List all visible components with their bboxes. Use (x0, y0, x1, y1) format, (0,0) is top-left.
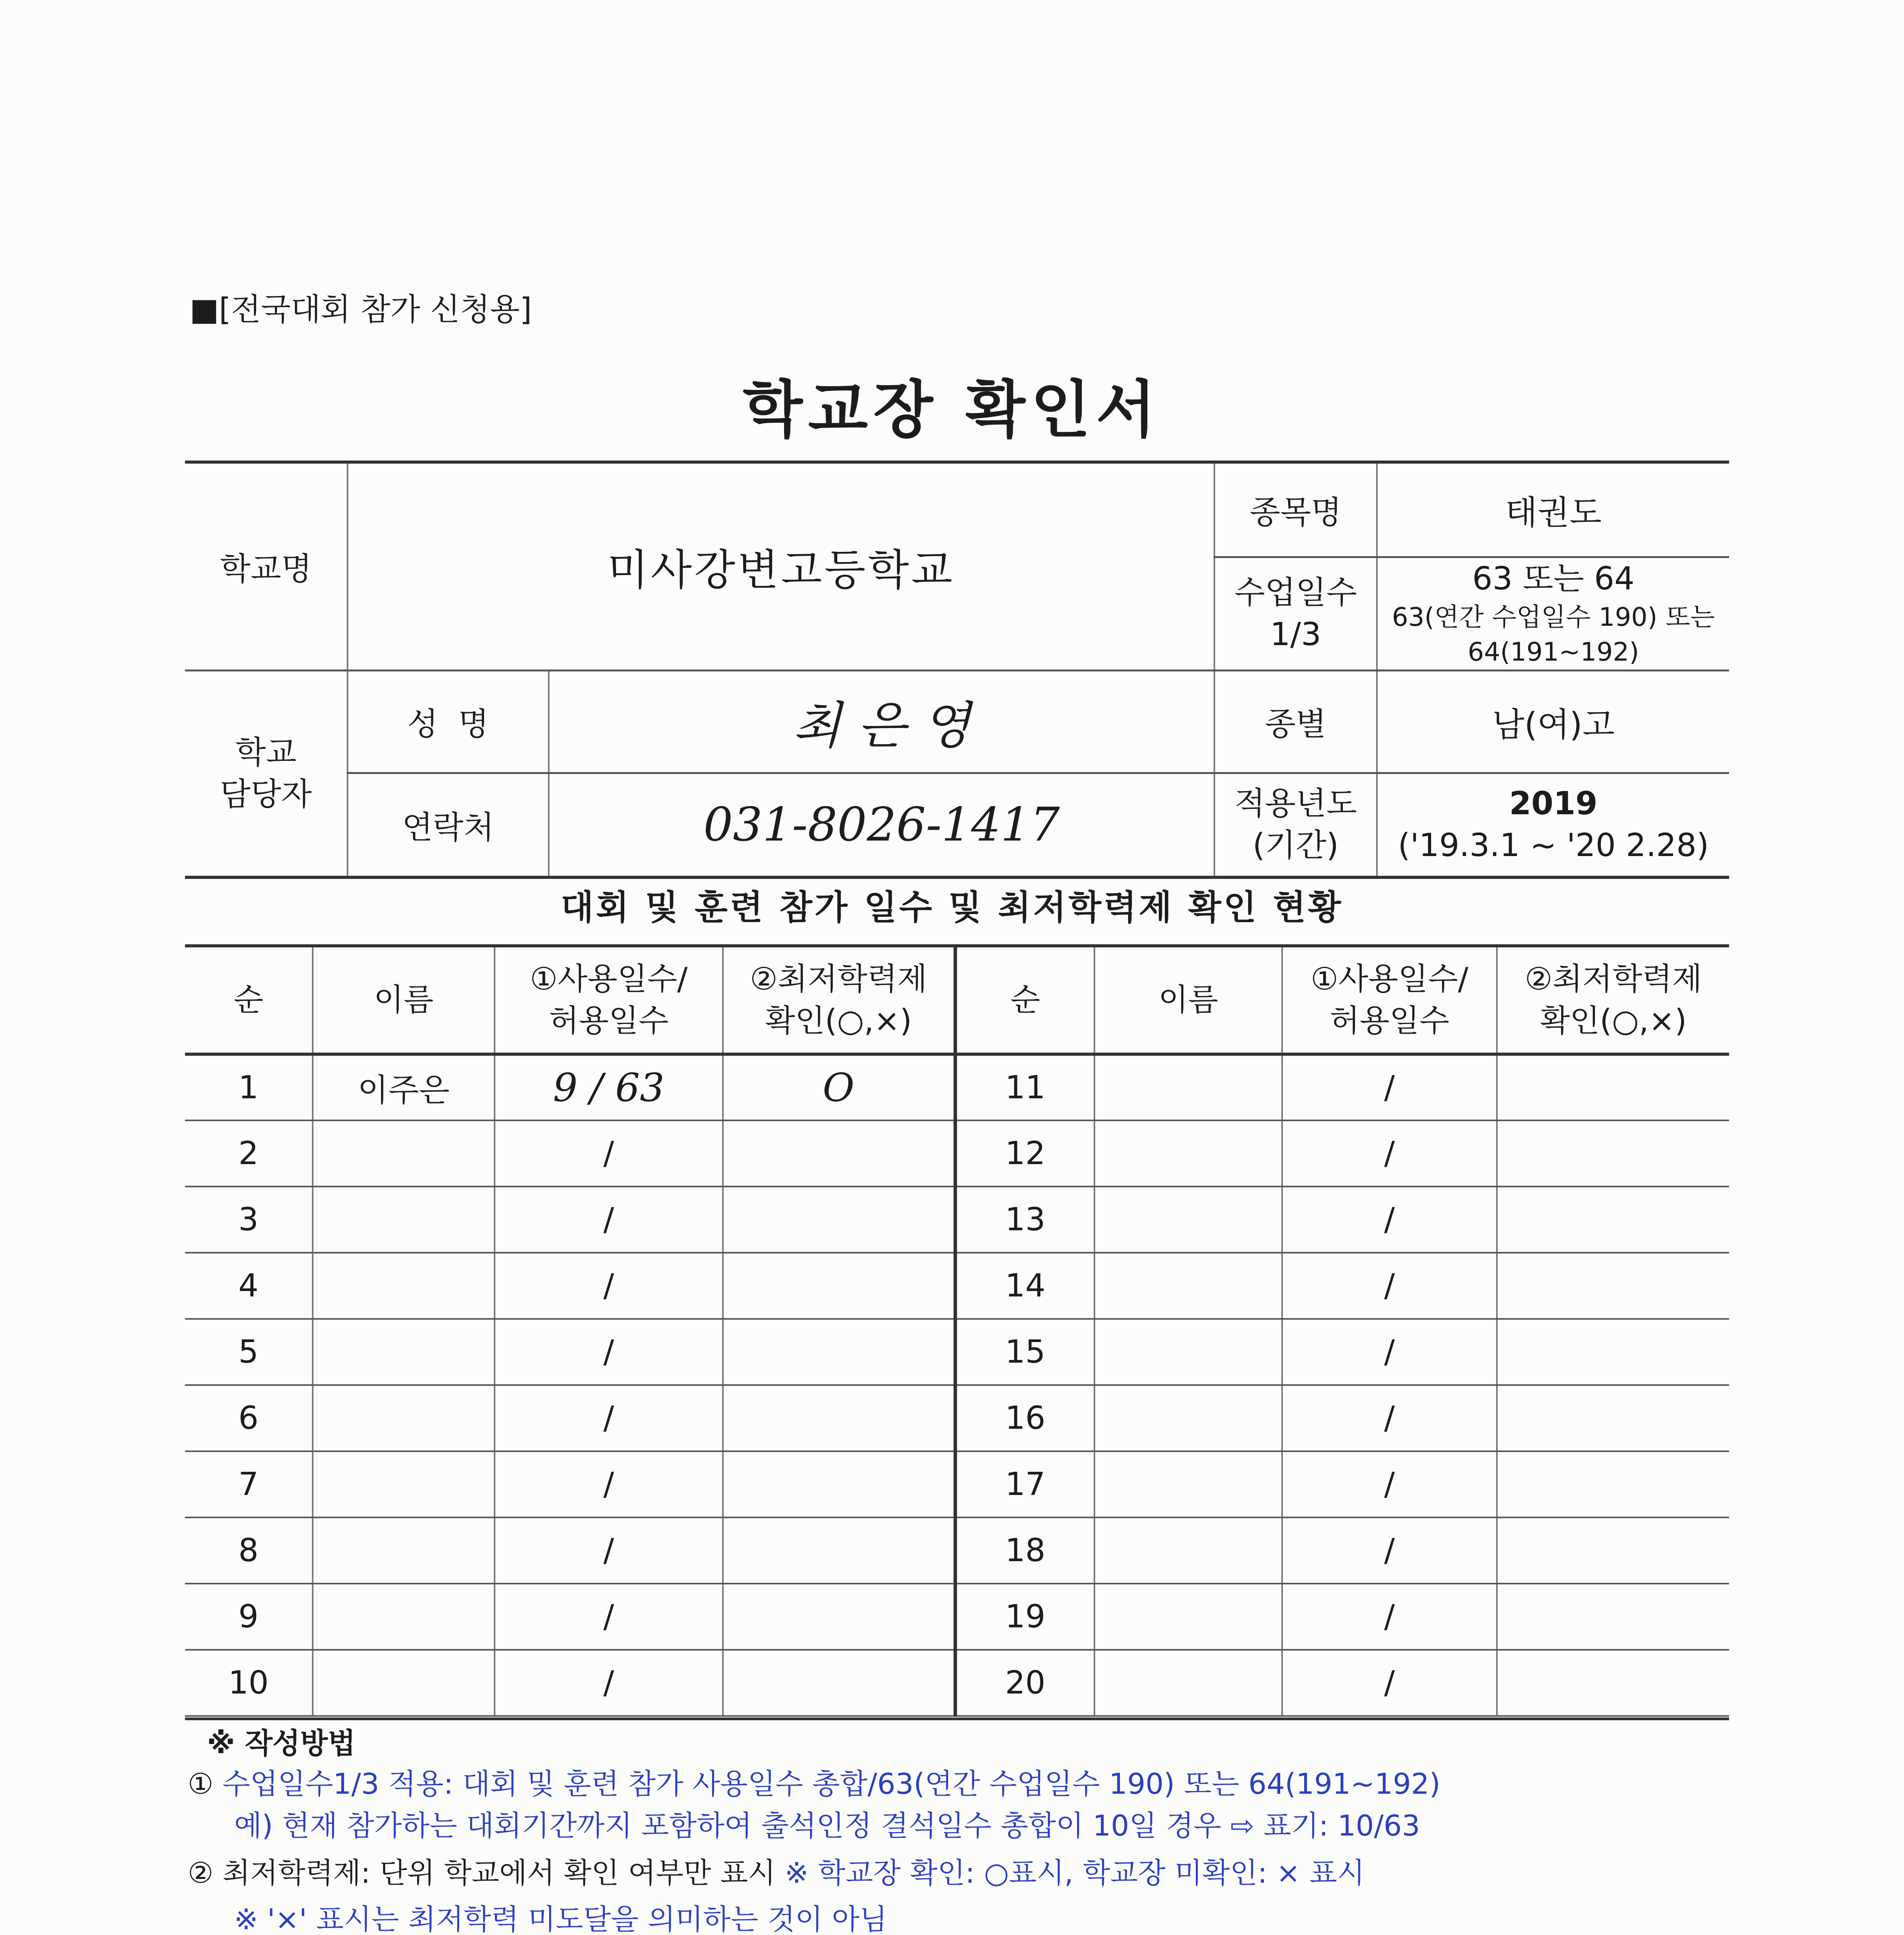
header-check-left-line2: 확인(○,×) (765, 1003, 912, 1039)
header-check-left (723, 946, 955, 1054)
row-name-left (313, 1253, 495, 1319)
class-days-value-detail: 63(연간 수업일수 190) 또는 64(191~192) (1392, 602, 1715, 667)
table-row (185, 1584, 1729, 1650)
row-no-right: 11 (955, 1054, 1094, 1120)
header-name-right: 이름 (1094, 946, 1282, 1054)
note-1-example: 예) 현재 참가하는 대회기간까지 포함하여 출석인정 결석일수 총합이 10일 경우 ⇨ 표기: 10/63 (234, 1809, 1420, 1843)
row-name-right (1094, 1650, 1282, 1716)
apply-year-label (1214, 773, 1377, 877)
row-no-right: 12 (955, 1120, 1094, 1187)
header-no-right: 순 (955, 946, 1094, 1054)
row-days-right: / (1282, 1120, 1497, 1187)
row-days-left: / (495, 1451, 723, 1517)
header-days-right-line2: 허용일수 (1329, 1003, 1450, 1039)
manager-label (185, 670, 348, 877)
header-check-left-line1: ②최저학력제 (750, 961, 927, 997)
class-days-value-main: 63 또는 64 (1472, 560, 1635, 597)
gender-value: 남(여)고 (1377, 670, 1729, 773)
row-name-right (1094, 1517, 1282, 1584)
table-row (185, 1517, 1729, 1584)
note-2 (188, 1854, 1365, 1892)
row-no-right: 18 (955, 1517, 1094, 1584)
row-check-right (1497, 1187, 1729, 1253)
row-check-left (723, 1584, 955, 1650)
row-no-right: 17 (955, 1451, 1094, 1517)
table-row (185, 1120, 1729, 1187)
row-check-left (723, 1187, 955, 1253)
header-check-right (1497, 946, 1729, 1054)
manager-name-label: 성 명 (348, 670, 549, 773)
apply-year-value-period: ('19.3.1 ~ '20 2.28) (1398, 827, 1709, 864)
note-2-prefix: ② 최저학력제: 단위 학교에서 확인 여부만 표시 (188, 1856, 785, 1890)
row-check-right (1497, 1385, 1729, 1451)
note-1-prefix: ① (188, 1767, 223, 1801)
row-no-left: 7 (185, 1451, 313, 1517)
row-days-left: / (495, 1187, 723, 1253)
row-name-left: 이주은 (313, 1054, 495, 1120)
header-days-right-line1: ①사용일수/ (1310, 961, 1469, 997)
row-no-right: 19 (955, 1584, 1094, 1650)
row-no-right: 13 (955, 1187, 1094, 1253)
table-row (185, 1054, 1729, 1120)
row-days-left: / (495, 1120, 723, 1187)
form-category: ■[전국대회 참가 신청용] (190, 291, 532, 327)
row-check-left (723, 1253, 955, 1319)
row-no-left: 8 (185, 1517, 313, 1584)
row-name-left (313, 1385, 495, 1451)
note-1 (188, 1765, 1440, 1803)
table-row (185, 1650, 1729, 1716)
row-no-left: 10 (185, 1650, 313, 1716)
header-days-left-line1: ①사용일수/ (530, 961, 688, 997)
row-days-left: / (495, 1385, 723, 1451)
note-3: ※ '×' 표시는 최저학력 미도달을 의미하는 것이 아님 (234, 1903, 887, 1935)
event-label: 종목명 (1214, 462, 1377, 557)
row-name-right (1094, 1253, 1282, 1319)
table-row (185, 1451, 1729, 1517)
row-name-right (1094, 1120, 1282, 1187)
apply-year-value (1377, 773, 1729, 877)
row-check-left: O (723, 1054, 955, 1120)
row-days-right: / (1282, 1054, 1497, 1120)
section-title: 대회 및 훈련 참가 일수 및 최저학력제 확인 현황 (560, 887, 1344, 927)
row-no-left: 5 (185, 1319, 313, 1385)
school-name-value: 미사강변고등학교 (348, 462, 1214, 670)
row-name-left (313, 1451, 495, 1517)
row-name-left (313, 1319, 495, 1385)
table-row (185, 1319, 1729, 1385)
note-1-text: 수업일수1/3 적용: 대회 및 훈련 참가 사용일수 총합/63(연간 수업일수 190) 또는 64(191~192) (222, 1767, 1441, 1801)
row-days-right: / (1282, 1584, 1497, 1650)
row-name-right (1094, 1385, 1282, 1451)
row-days-left: / (495, 1517, 723, 1584)
row-no-left: 1 (185, 1054, 313, 1120)
manager-label-line2: 담당자 (220, 776, 312, 813)
gender-label: 종별 (1214, 670, 1377, 773)
row-name-left (313, 1584, 495, 1650)
row-check-right (1497, 1120, 1729, 1187)
row-days-left: 9 / 63 (495, 1054, 723, 1120)
row-name-right (1094, 1187, 1282, 1253)
document-title: 학교장 확인서 (743, 373, 1161, 446)
row-name-right (1094, 1054, 1282, 1120)
school-name-label: 학교명 (185, 462, 348, 670)
row-no-left: 3 (185, 1187, 313, 1253)
class-days-label-line1: 수업일수 (1234, 574, 1357, 611)
row-check-right (1497, 1253, 1729, 1319)
notes-heading: ※ 작성방법 (207, 1727, 356, 1760)
header-name-left: 이름 (313, 946, 495, 1054)
row-check-right (1497, 1517, 1729, 1584)
row-check-left (723, 1385, 955, 1451)
row-check-right (1497, 1650, 1729, 1716)
row-no-right: 20 (955, 1650, 1094, 1716)
contact-label: 연락처 (348, 773, 549, 877)
apply-year-value-year: 2019 (1509, 785, 1598, 822)
row-check-right (1497, 1054, 1729, 1120)
row-no-left: 9 (185, 1584, 313, 1650)
row-check-left (723, 1319, 955, 1385)
row-name-left (313, 1120, 495, 1187)
contact-handwritten: 031-8026-1417 (549, 773, 1214, 877)
row-days-left: / (495, 1253, 723, 1319)
row-days-right: / (1282, 1187, 1497, 1253)
row-name-left (313, 1650, 495, 1716)
row-days-right: / (1282, 1385, 1497, 1451)
table-row (185, 1385, 1729, 1451)
row-days-left: / (495, 1650, 723, 1716)
row-days-right: / (1282, 1319, 1497, 1385)
class-days-label-line2: 1/3 (1270, 616, 1321, 653)
header-days-left (495, 946, 723, 1054)
participation-table (185, 944, 1729, 1717)
row-check-right (1497, 1584, 1729, 1650)
header-check-right-line2: 확인(○,×) (1540, 1003, 1687, 1039)
row-check-right (1497, 1451, 1729, 1517)
row-days-left: / (495, 1584, 723, 1650)
header-days-left-line2: 허용일수 (549, 1003, 669, 1039)
row-days-left: / (495, 1319, 723, 1385)
event-value: 태권도 (1377, 462, 1729, 557)
row-no-right: 14 (955, 1253, 1094, 1319)
row-name-right (1094, 1319, 1282, 1385)
table-header-row (185, 946, 1729, 1054)
row-check-left (723, 1120, 955, 1187)
class-days-label (1214, 557, 1377, 670)
row-no-left: 6 (185, 1385, 313, 1451)
table-row (185, 1253, 1729, 1319)
row-name-right (1094, 1584, 1282, 1650)
row-days-right: / (1282, 1517, 1497, 1584)
table-row (185, 1187, 1729, 1253)
row-no-right: 15 (955, 1319, 1094, 1385)
row-check-left (723, 1650, 955, 1716)
table-bottom-rule (185, 1718, 1729, 1720)
class-days-value (1377, 557, 1729, 670)
header-no-left: 순 (185, 946, 313, 1054)
manager-label-line1: 학교 (235, 734, 297, 771)
row-check-left (723, 1451, 955, 1517)
header-days-right (1282, 946, 1497, 1054)
row-name-left (313, 1517, 495, 1584)
header-check-right-line1: ②최저학력제 (1524, 961, 1702, 997)
apply-year-label-line1: 적용년도 (1234, 785, 1357, 822)
row-check-left (723, 1517, 955, 1584)
note-2-blue: ※ 학교장 확인: ○표시, 학교장 미확인: × 표시 (784, 1856, 1365, 1890)
row-days-right: / (1282, 1253, 1497, 1319)
apply-year-label-line2: (기간) (1252, 827, 1339, 864)
info-table (185, 461, 1729, 879)
manager-name-handwritten: 최 은 영 (549, 670, 1214, 773)
row-check-right (1497, 1319, 1729, 1385)
row-name-left (313, 1187, 495, 1253)
row-days-right: / (1282, 1650, 1497, 1716)
row-name-right (1094, 1451, 1282, 1517)
row-days-right: / (1282, 1451, 1497, 1517)
row-no-left: 2 (185, 1120, 313, 1187)
row-no-left: 4 (185, 1253, 313, 1319)
row-no-right: 16 (955, 1385, 1094, 1451)
